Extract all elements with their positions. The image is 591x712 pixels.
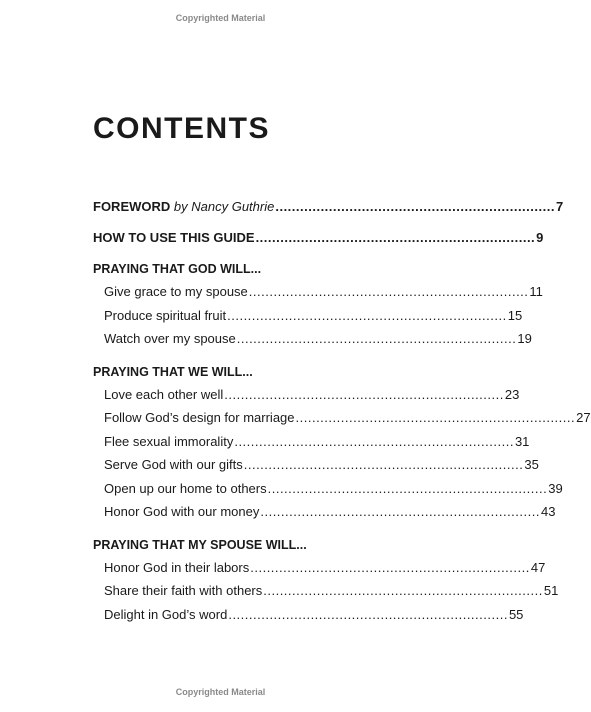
- toc-entry: [104, 603, 524, 627]
- dot-leader: ....................................................................: [255, 230, 536, 245]
- toc-entry: [104, 280, 543, 304]
- toc-entry-label: Give grace to my spouse: [104, 284, 248, 299]
- section-heading: PRAYING THAT MY SPOUSE WILL...: [93, 537, 307, 552]
- section-heading: PRAYING THAT WE WILL...: [93, 364, 253, 379]
- toc-entry-label: FOREWORD: [93, 199, 171, 214]
- toc-entry: [104, 304, 523, 328]
- toc-entry: [104, 556, 546, 580]
- dot-leader: ....................................................................: [295, 410, 576, 425]
- toc-entry: [104, 383, 520, 407]
- dot-leader: ....................................................................: [224, 386, 504, 402]
- toc-page-number: 55: [508, 606, 524, 622]
- toc-entry-label: Love each other well: [104, 386, 224, 402]
- copyright-notice-top: Copyrighted Material: [175, 13, 266, 23]
- toc-entry: [104, 477, 563, 501]
- toc-entry: [104, 430, 530, 454]
- dot-leader: ....................................................................: [248, 284, 529, 299]
- toc-page-number: 11: [529, 284, 543, 299]
- toc-entry: [104, 579, 559, 603]
- dot-leader: ....................................................................: [228, 606, 508, 622]
- page-title: CONTENTS: [93, 112, 270, 145]
- dot-leader: ....................................................................: [250, 559, 530, 575]
- toc-entry-label: Watch over my spouse: [104, 331, 236, 346]
- dot-leader: ....................................................................: [243, 457, 524, 472]
- toc-page-number: 27: [576, 410, 591, 425]
- toc-entry-label: HOW TO USE THIS GUIDE: [93, 230, 255, 245]
- toc-entry-foreword: [93, 196, 564, 218]
- toc-page-number: 47: [530, 559, 546, 575]
- toc-section-god: [93, 258, 543, 351]
- toc-page-number: 35: [524, 457, 539, 472]
- copyright-notice-bottom: Copyrighted Material: [175, 687, 266, 697]
- toc-entry: [104, 406, 591, 430]
- toc-page-number: 15: [507, 307, 523, 323]
- toc-entry-label: Delight in God’s word: [104, 606, 228, 622]
- toc-page-number: 23: [504, 386, 520, 402]
- table-of-contents: [93, 196, 591, 626]
- toc-entry: [104, 453, 539, 477]
- toc-section-we: [93, 361, 591, 524]
- dot-leader: ....................................................................: [236, 331, 517, 346]
- toc-entry-label: Honor God in their labors: [104, 559, 250, 575]
- toc-entry-label: Produce spiritual fruit: [104, 307, 227, 323]
- toc-entry-how-to-use: [93, 227, 544, 249]
- toc-entry-label: Open up our home to others: [104, 480, 267, 496]
- toc-entry-label: Flee sexual immorality: [104, 433, 234, 449]
- toc-page-number: 31: [514, 433, 530, 449]
- dot-leader: ....................................................................: [260, 504, 540, 519]
- toc-section-spouse: [93, 534, 559, 627]
- toc-entry-label: Serve God with our gifts: [104, 457, 243, 472]
- toc-entry-label: Share their faith with others: [104, 583, 263, 598]
- dot-leader: ....................................................................: [267, 480, 548, 496]
- toc-entry: [104, 500, 556, 524]
- foreword-byline: by Nancy Guthrie: [173, 199, 275, 214]
- toc-page-number: 43: [540, 504, 556, 519]
- toc-page-number: 51: [543, 583, 559, 598]
- dot-leader: ....................................................................: [234, 433, 514, 449]
- section-heading: PRAYING THAT GOD WILL...: [93, 262, 262, 276]
- toc-page-number: 9: [536, 230, 544, 245]
- dot-leader: ....................................................................: [227, 307, 507, 323]
- toc-entry-label: Follow God’s design for marriage: [104, 410, 295, 425]
- dot-leader: ....................................................................: [263, 583, 543, 598]
- toc-page-number: 19: [517, 331, 532, 346]
- toc-entry: [104, 327, 532, 351]
- dot-leader: ....................................................................: [275, 199, 555, 214]
- toc-page-number: 7: [555, 199, 564, 214]
- toc-entry-label: Honor God with our money: [104, 504, 260, 519]
- toc-page-number: 39: [548, 480, 563, 496]
